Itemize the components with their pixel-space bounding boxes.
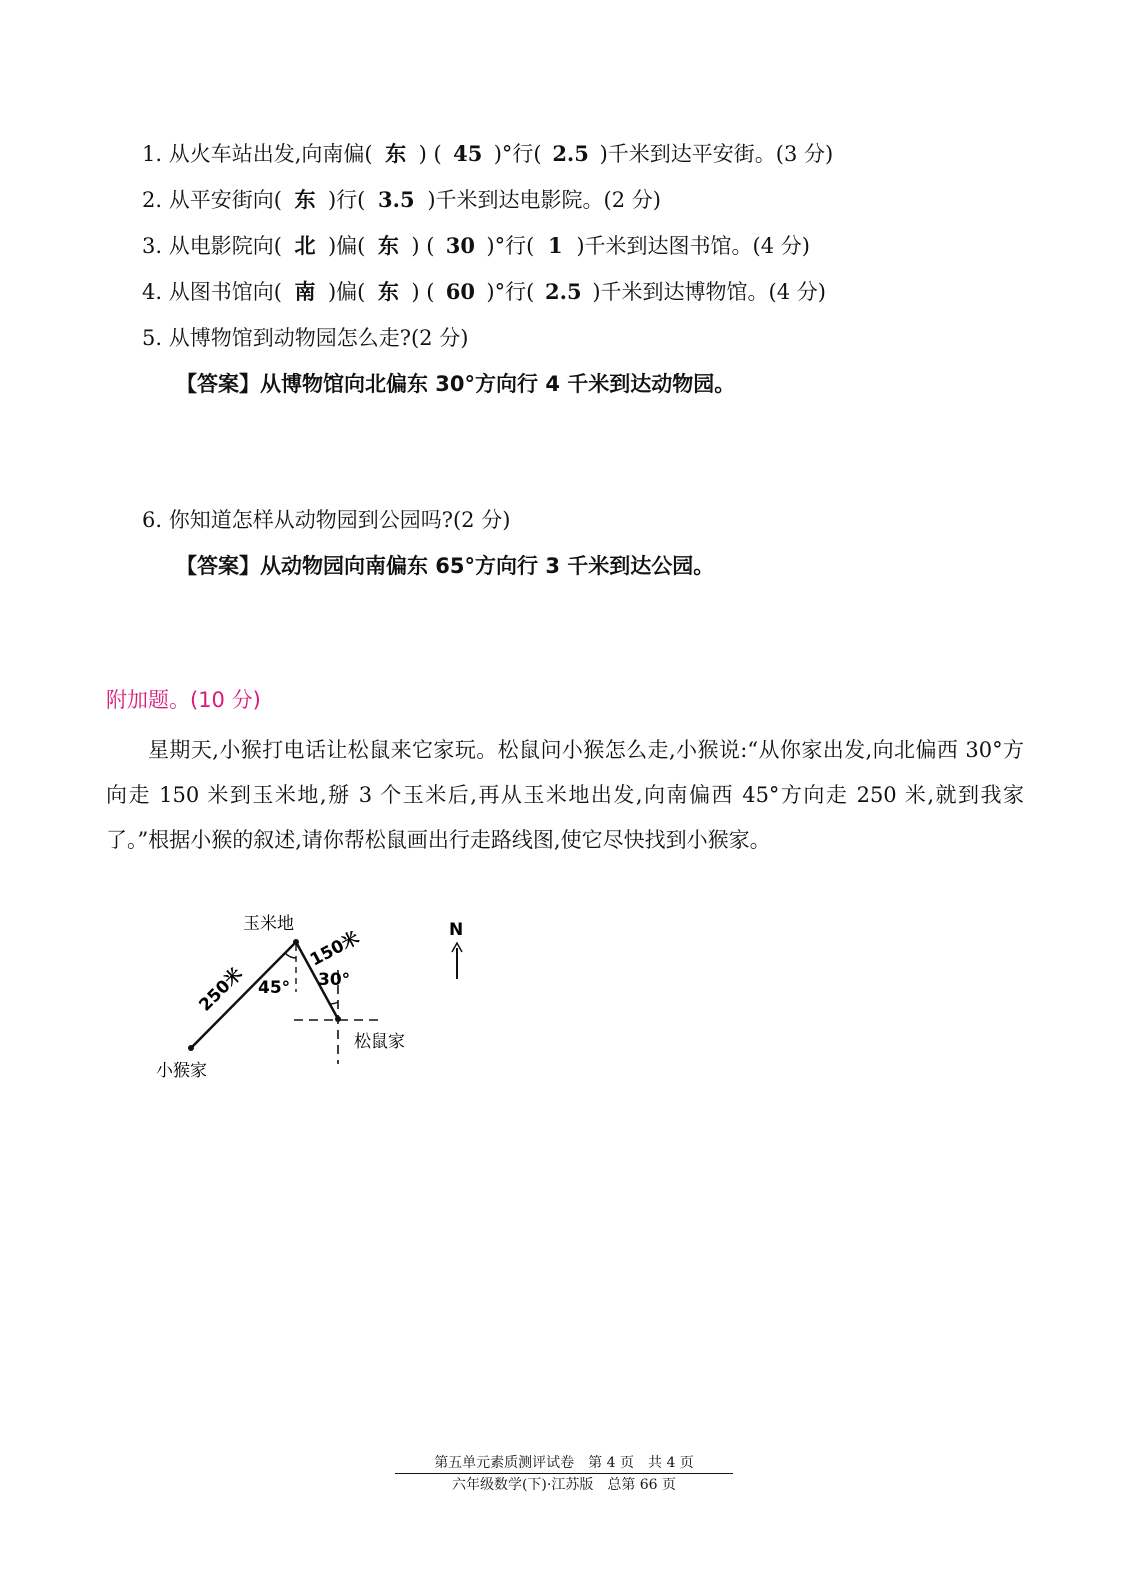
- question-text: 你知道怎样从动物园到公园吗?(2 分): [168, 508, 511, 532]
- question-text: )偏(: [327, 280, 366, 304]
- question-text: 从图书馆向(: [168, 280, 282, 304]
- question-text: (: [433, 142, 442, 166]
- question-text: 从火车站出发,向南偏(: [168, 142, 373, 166]
- question-text: (: [426, 234, 435, 258]
- answer-blank: 东: [294, 187, 316, 212]
- angle-45-label: 45°: [258, 978, 291, 998]
- footer-line-1: 第五单元素质测评试卷 第 4 页 共 4 页: [395, 1452, 733, 1474]
- bonus-title: 附加题。(10 分): [106, 688, 261, 712]
- question-text: )行(: [327, 188, 366, 212]
- answer-blank: 北: [294, 233, 316, 258]
- question-number: 6.: [142, 508, 163, 532]
- question-number: 4.: [142, 280, 163, 304]
- corn-field-label: 玉米地: [243, 914, 294, 934]
- answer-blank: 30: [445, 233, 476, 258]
- answer-blank: 东: [385, 141, 407, 166]
- question-number: 5.: [142, 326, 163, 350]
- answer-blank: 2.5: [545, 279, 582, 304]
- question-text: 从电影院向(: [168, 234, 282, 258]
- question-text: )千米到达平安街。(3 分): [599, 142, 834, 166]
- question-text: )°行(: [486, 280, 535, 304]
- question-text: ): [411, 280, 420, 304]
- answer-blank: 3.5: [378, 187, 415, 212]
- angle-45-arc: [285, 953, 296, 958]
- answer-blank: 2.5: [552, 141, 589, 166]
- question-text: ): [411, 234, 420, 258]
- question-text: ): [418, 142, 427, 166]
- answer-blank: 45: [453, 141, 483, 166]
- answer-blank: 东: [377, 279, 399, 304]
- question-text: )千米到达电影院。(2 分): [427, 188, 661, 212]
- answer-5: 【答案】从博物馆向北偏东 30°方向行 4 千米到达动物园。: [176, 372, 736, 396]
- corn-field-point: [293, 939, 299, 945]
- answer-6: 【答案】从动物园向南偏东 65°方向行 3 千米到达公园。: [176, 554, 715, 578]
- question-text: )千米到达博物馆。(4 分): [592, 280, 826, 304]
- angle-30-label: 30°: [318, 970, 351, 990]
- squirrel-home-point: [335, 1016, 341, 1022]
- distance-250-label: 250米: [195, 964, 247, 1016]
- footer-line-2: 六年级数学(下)·江苏版 总第 66 页: [451, 1477, 677, 1493]
- question-number: 1.: [142, 142, 163, 166]
- bonus-text: 星期天,小猴打电话让松鼠来它家玩。松鼠问小猴怎么走,小猴说:“从你家出发,向北偏西 30°方向走 150 米到玉米地,掰 3 个玉米后,再从玉米地出发,向南偏西 45°方向走 250 米,就到我家了。”根据小猴的叙述,请你帮松鼠画出行走路线图,使它尽快找到小猴家。: [106, 738, 1024, 852]
- question-number: 3.: [142, 234, 163, 258]
- answer-blank: 东: [377, 233, 399, 258]
- question-text: 从博物馆到动物园怎么走?(2 分): [168, 326, 469, 350]
- north-label: N: [449, 920, 464, 940]
- question-text: (: [426, 280, 435, 304]
- answer-blank: 南: [294, 279, 316, 304]
- question-number: 2.: [142, 188, 163, 212]
- answer-blank: 1: [548, 233, 563, 258]
- monkey-home-point: [188, 1045, 194, 1051]
- question-text: )°行(: [493, 142, 542, 166]
- question-text: 从平安街向(: [168, 188, 282, 212]
- question-text: )千米到达图书馆。(4 分): [576, 234, 810, 258]
- distance-150-label: 150米: [306, 928, 363, 971]
- question-text: )°行(: [486, 234, 535, 258]
- question-text: )偏(: [327, 234, 366, 258]
- answer-blank: 60: [445, 279, 476, 304]
- monkey-home-label: 小猴家: [156, 1061, 207, 1081]
- squirrel-home-label: 松鼠家: [354, 1032, 405, 1052]
- angle-30-arc: [330, 1002, 338, 1004]
